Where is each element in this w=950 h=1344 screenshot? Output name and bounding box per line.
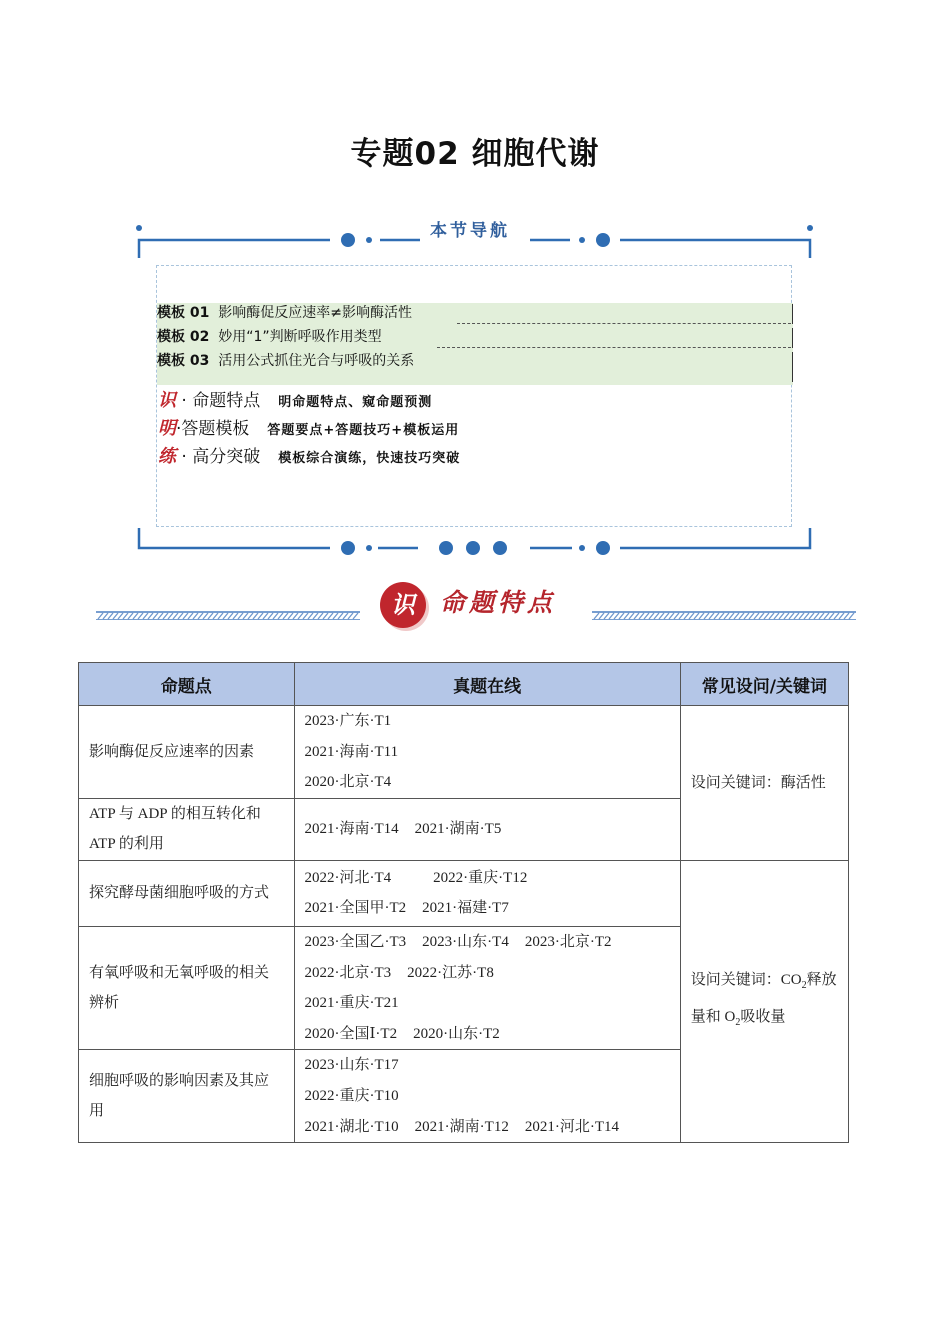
topic-cell: 影响酶促反应速率的因素 xyxy=(79,706,295,799)
keyword-cell: 设问关键词：$CO_2$释放量和 $O_2$吸收量 xyxy=(680,860,848,1142)
feature-glyph: 明 xyxy=(158,418,176,439)
dotted-leader xyxy=(437,347,791,348)
keyword-cell: 设问关键词：酶活性 xyxy=(680,706,848,861)
exam-table xyxy=(78,662,849,1143)
template-row-3[interactable]: 模板 03 活用公式抓住光合与呼吸的关系 xyxy=(157,350,791,374)
feature-row-2[interactable]: 明·答题模板 答题要点+答题技巧+模板运用 xyxy=(158,418,460,439)
col-header: 常见设问/关键词 xyxy=(680,663,848,706)
feature-glyph: 识 xyxy=(158,390,176,411)
feature-glyph: 练 xyxy=(158,446,176,467)
template-row-1[interactable]: 模板 01 影响酶促反应速率≠影响酶活性 xyxy=(157,302,791,326)
seal-icon: 识 xyxy=(380,582,426,628)
exam-cell: 2021·海南·T14 2021·湖南·T5 xyxy=(294,798,680,860)
table-row xyxy=(79,706,849,799)
topic-cell: ATP 与 ADP 的相互转化和 ATP 的利用 xyxy=(79,798,295,860)
exam-cell: 2023·全国乙·T3 2023·山东·T4 2023·北京·T2 2022·北京·T3 2022·江苏·T8 2021·重庆·T21 2020·全国Ⅰ·T2 2020·山东·T2 xyxy=(294,926,680,1049)
dotted-leader xyxy=(457,323,791,324)
exam-cell: 2023·山东·T17 2022·重庆·T10 2021·湖北·T10 2021·湖南·T12 2021·河北·T14 xyxy=(294,1050,680,1143)
table-row xyxy=(79,860,849,926)
feature-row-3[interactable]: 练 · 高分突破 模板综合演练，快速技巧突破 xyxy=(158,446,461,467)
col-header: 命题点 xyxy=(79,663,295,706)
nav-heading: 本节导航 xyxy=(430,221,510,241)
col-header: 真题在线 xyxy=(294,663,680,706)
exam-cell: 2022·河北·T4 2022·重庆·T12 2021·全国甲·T2 2021·福建·T7 xyxy=(294,860,680,926)
page-title: 专题02 细胞代谢 xyxy=(350,136,600,172)
topic-cell: 有氧呼吸和无氧呼吸的相关辨析 xyxy=(79,926,295,1049)
topic-cell: 细胞呼吸的影响因素及其应用 xyxy=(79,1050,295,1143)
exam-cell: 2023·广东·T1 2021·海南·T11 2020·北京·T4 xyxy=(294,706,680,799)
section-banner-title: 命题特点 xyxy=(440,588,557,617)
topic-cell: 探究酵母菌细胞呼吸的方式 xyxy=(79,860,295,926)
feature-row-1[interactable]: 识 · 命题特点 明命题特点、窥命题预测 xyxy=(158,390,433,411)
template-row-2[interactable]: 模板 02 妙用“1”判断呼吸作用类型 xyxy=(157,326,791,350)
